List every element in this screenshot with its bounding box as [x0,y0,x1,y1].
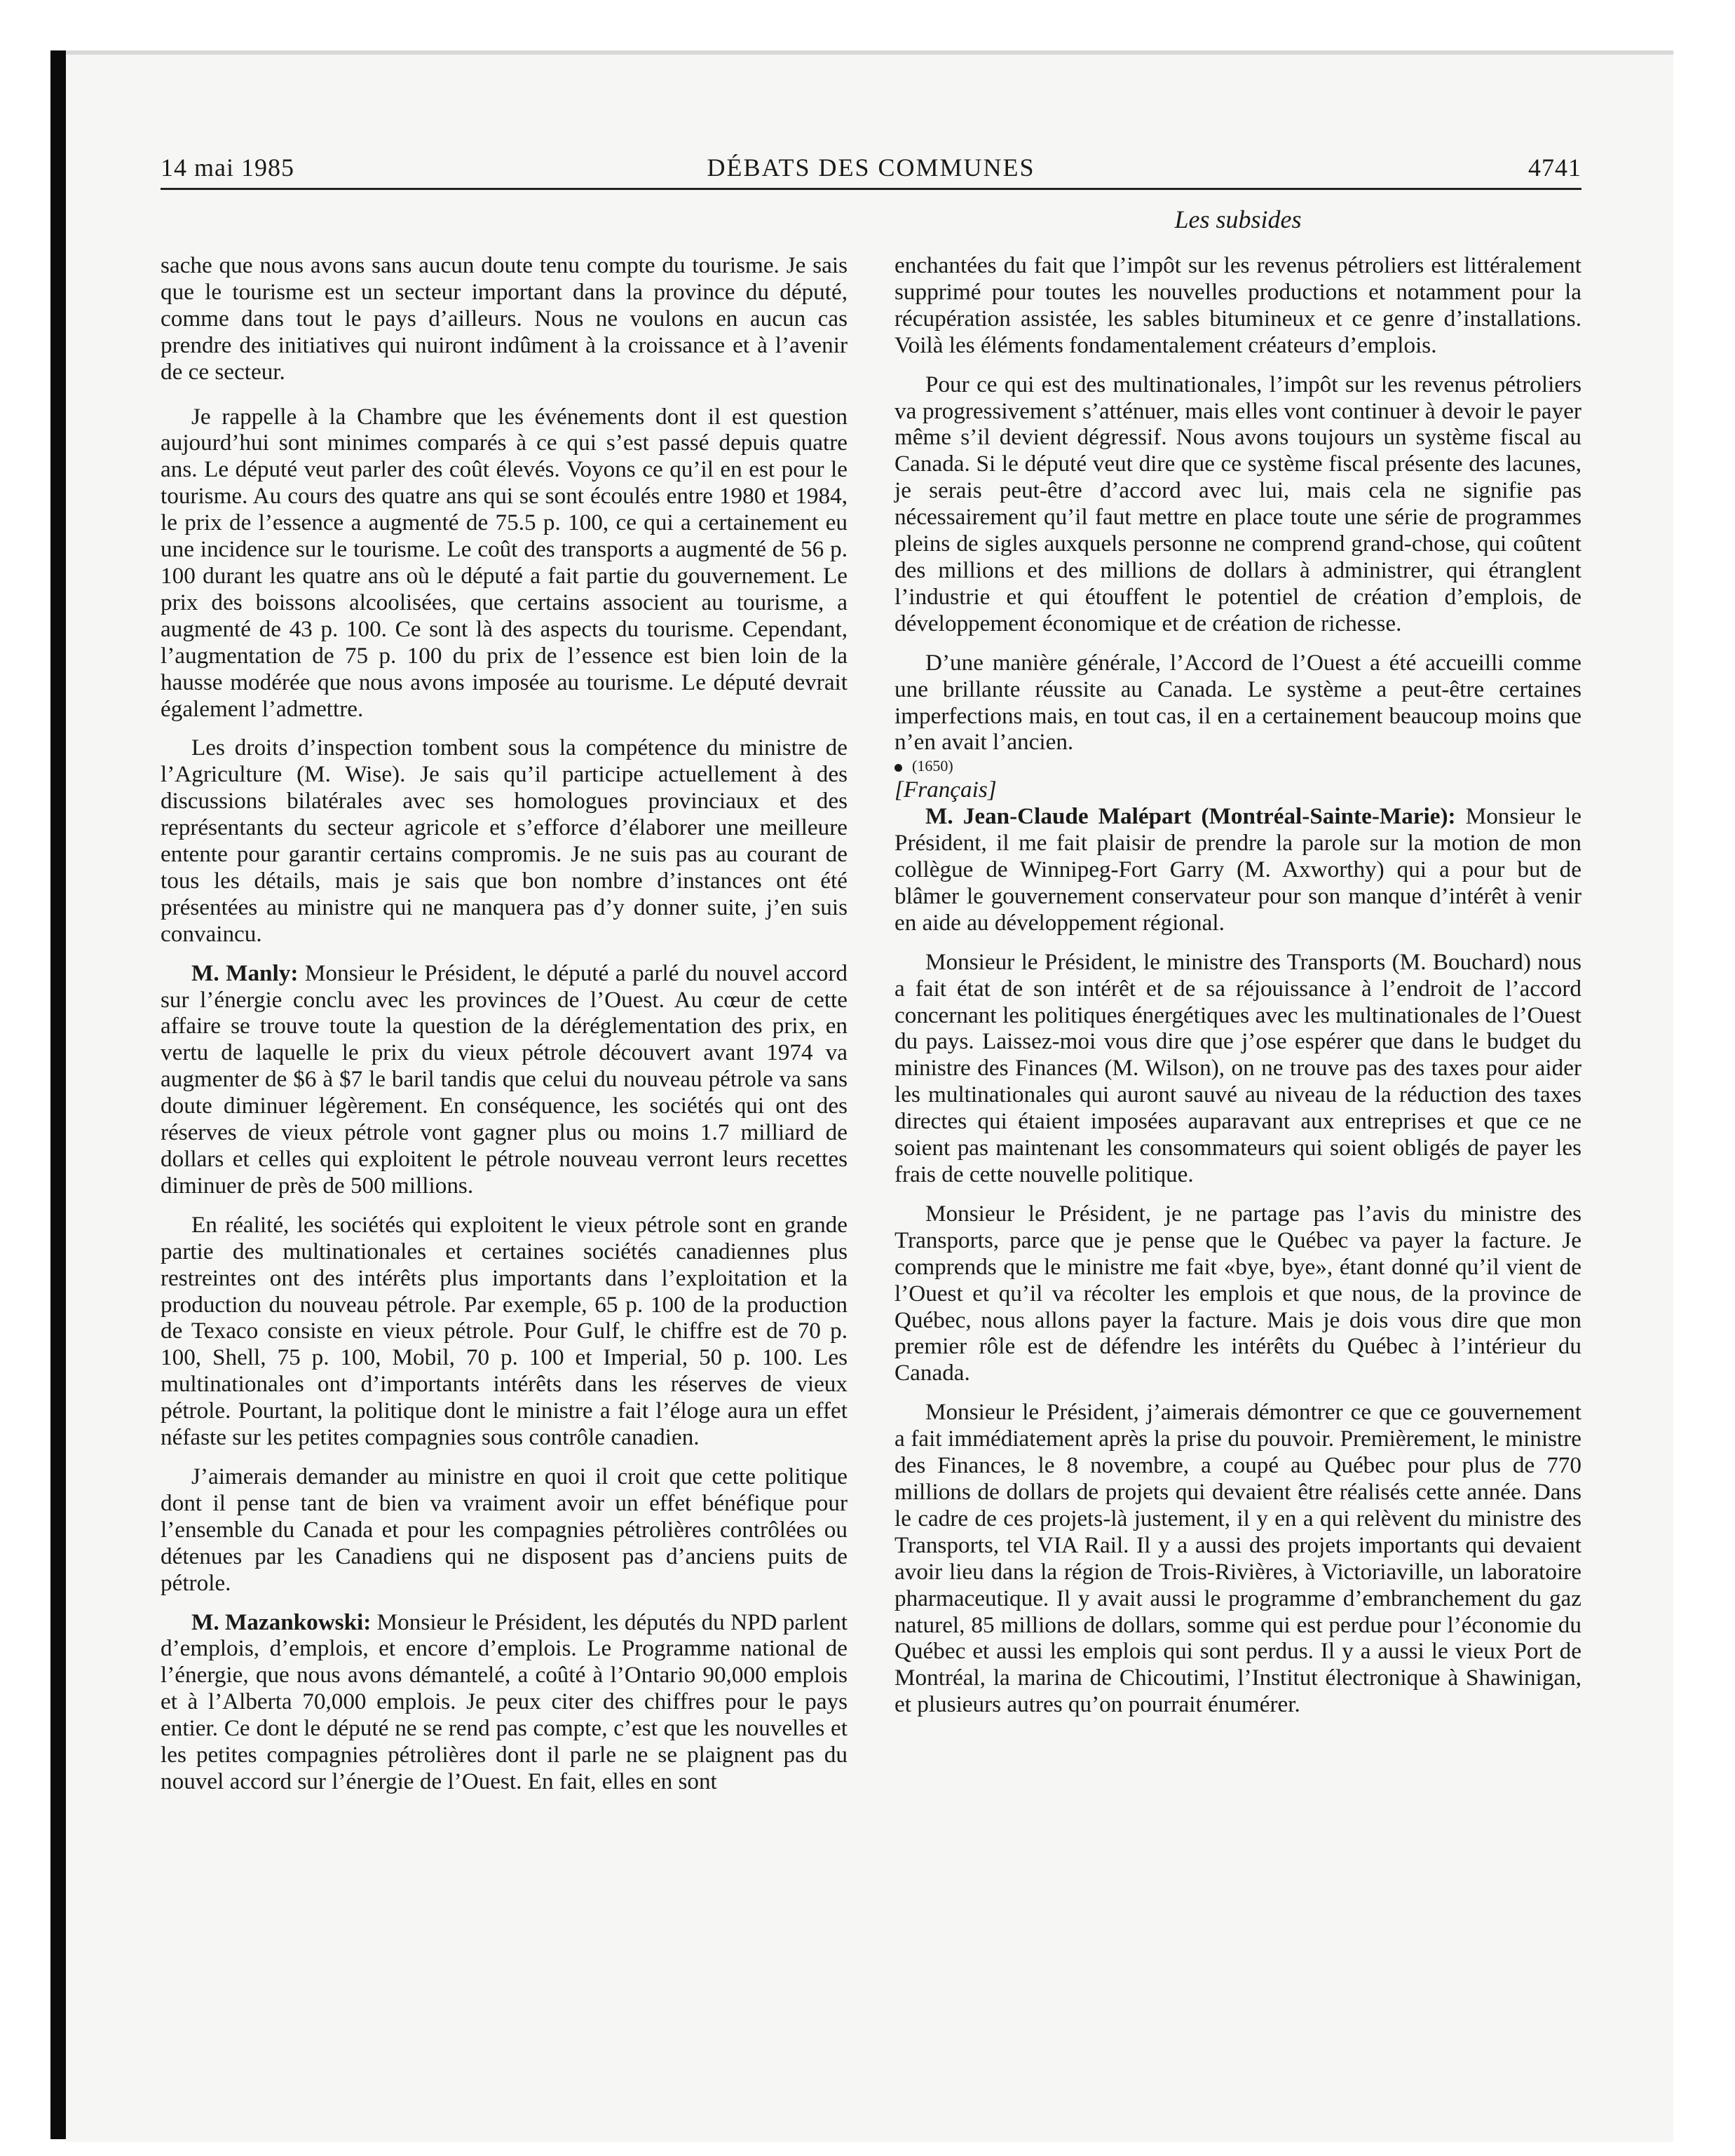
bullet-icon [894,764,902,772]
running-header [161,153,1581,184]
paragraph: Monsieur le Président, je ne partage pas l’avis du ministre des Transports, parce que je pense que le Québec va payer la facture. Je comprends que le ministre me fait «bye, bye», étant donné qu’il vient de l’Ouest et qu’il va récolter les emplois et que nous, de la province de Québec, nous allons payer la facture. Mais je dois vous dire que mon premier rôle est de défendre les intérêts du Québec à l’intérieur du Canada. [894,1200,1581,1386]
paragraph: Les droits d’inspection tombent sous la compétence du ministre de l’Agriculture (M. Wise). Je sais qu’il participe actuellement à des discussions bilatérales avec ses homologues provinciaux et des représentants du secteur agricole et s’efforce d’élaborer une meilleure entente pour garantir certains compromis. Je ne suis pas au courant de tous les détails, mais je sais que bon nombre d’instances ont été présentées au ministre qui ne manquera pas d’y donner suite, j’en suis convaincu. [161,735,848,947]
speaker-name: M. Mazankowski: [191,1609,372,1635]
paragraph: D’une manière générale, l’Accord de l’Ouest a été accueilli comme une brillante réussite au Canada. Le système a peut-être certaines imperfections mais, en tout cas, il en a certainement beaucoup moins que n’en avait l’ancien. [894,649,1581,756]
paragraph: sache que nous avons sans aucun doute tenu compte du tourisme. Je sais que le tourisme est un secteur important dans la province du député, comme dans tout le pays d’ailleurs. Nous ne voulons en aucun cas prendre des initiatives qui nuiront indûment à la croissance et à l’avenir de ce secteur. [161,252,848,385]
paragraph: En réalité, les sociétés qui exploitent le vieux pétrole sont en grande partie des multinationales et certaines sociétés canadiennes plus restreintes ont des intérêts plus importants dans l’exploitation et la production du nouveau pétrole. Par exemple, 65 p. 100 de la production de Texaco consiste en vieux pétrole. Pour Gulf, le chiffre est de 70 p. 100, Shell, 75 p. 100, Mobil, 70 p. 100 et Imperial, 50 p. 100. Les multinationales ont d’importants intérêts dans les réserves de vieux pétrole. Pourtant, la politique dont le ministre a fait l’éloge aura un effet néfaste sur les petites compagnies sous contrôle canadien. [161,1211,848,1451]
header-date: 14 mai 1985 [161,153,294,182]
paragraph: enchantées du fait que l’impôt sur les revenus pétroliers est littéralement supprimé pour toutes les nouvelles productions et notamment pour la récupération assistée, les sables bitumineux et ce genre d’installations. Voilà les éléments fondamentalement créateurs d’emplois. [894,252,1581,358]
language-label: [Français] [894,777,997,803]
speech-text: Monsieur le Président, le député a parlé du nouvel accord sur l’énergie conclu avec les provinces de l’Ouest. Au cœur de cette affaire se trouve toute la question de la déréglementation des prix, en vertu de laquelle le prix du vieux pétrole découvert avant 1974 va augmenter de $6 à $7 le baril tandis que celui du nouveau pétrole va sans doute diminuer légèrement. En conséquence, les sociétés qui ont des réserves de vieux pétrole vont gagner plus ou moins 1.7 milliard de dollars et celles qui exploitent le pétrole nouveau verront leurs recettes diminuer de près de 500 millions. [161,960,848,1199]
right-column [894,252,1581,1718]
page-number: 4741 [1528,153,1581,182]
header-title: DÉBATS DES COMMUNES [707,153,1035,182]
paragraph: Pour ce qui est des multinationales, l’impôt sur les revenus pétroliers va progressivement s’atténuer, mais elles vont continuer à devoir le payer même s’il devient dégressif. Nous avons toujours un système fiscal au Canada. Si le député veut dire que ce système fiscal présente des lacunes, je serais peut-être d’accord avec lui, mais cela ne signifie pas nécessairement qu’il faut mettre en place toute une série de programmes pleins de sigles auxquels personne ne comprend grand-chose, qui coûtent des millions et des millions de dollars à administrer, qui étranglent l’industrie et qui étouffent le potentiel de création d’emplois, de développement économique et de création de richesse. [894,371,1581,636]
paragraph: Monsieur le Président, j’aimerais démontrer ce que ce gouvernement a fait immédiatement après la prise du pouvoir. Premièrement, le ministre des Finances, le 8 novembre, a coupé au Québec pour plus de 770 millions de dollars de projets qui devaient être réalisés cette année. Dans le cadre de ces projets-là justement, il y en a qui relèvent du ministre des Transports, tel VIA Rail. Il y a aussi des projets importants qui devaient avoir lieu dans la région de Trois-Rivières, à Victoriaville, un laboratoire pharmaceutique. Il y avait aussi le programme d’embranchement du gaz naturel, 85 millions de dollars, somme qui est perdue pour l’économie du Québec et aussi les emplois qui sont perdus. Il y a aussi le vieux Port de Montréal, la marina de Chicoutimi, l’Institut électronique à Shawinigan, et plusieurs autres qu’on pourrait énumérer. [894,1399,1581,1718]
language-marker [894,777,1581,803]
speech-malepart [894,803,1581,936]
section-heading: Les subsides [1174,205,1302,233]
timestamp-text: (1650) [912,757,953,775]
header-rule [161,188,1581,190]
speech-manly [161,960,848,1199]
speaker-name: M. Jean-Claude Malépart (Montréal-Sainte-Marie): [925,803,1456,830]
speech-text: Monsieur le Président, les députés du NPD parlent d’emplois, d’emplois, et encore d’emplois. Le Programme national de l’énergie, que nous avons démantelé, a coûté à l’Ontario 90,000 emplois et à l’Alberta 70,000 emplois. Je peux citer des chiffres pour le pays entier. Ce dont le député ne se rend pas compte, c’est que les nouvelles et les petites compagnies pétrolières dont il parle ne se plaignent pas du nouvel accord sur l’énergie de l’Ouest. En fait, elles en sont [161,1609,848,1794]
scan-edge-bar [50,50,66,2139]
timestamp-marker [894,756,1581,777]
speech-text: Monsieur le Président, il me fait plaisir de prendre la parole sur la motion de mon collègue de Winnipeg-Fort Garry (M. Axworthy) qui a pour but de blâmer le gouvernement conservateur pour son manque d’intérêt à venir en aide au développement régional. [894,803,1581,936]
left-column [161,252,848,1795]
speaker-name: M. Manly: [191,960,299,986]
paragraph: Je rappelle à la Chambre que les événements dont il est question aujourd’hui sont minimes comparés à ce qui s’est passé depuis quatre ans. Le député veut parler des coût élevés. Voyons ce qu’il en est pour le tourisme. Au cours des quatre ans qui se sont écoulés entre 1980 et 1984, le prix de l’essence a augmenté de 75.5 p. 100, ce qui a certainement eu une incidence sur le tourisme. Le coût des transports a augmenté de 56 p. 100 durant les quatre ans où le député a fait partie du gouvernement. Le prix des boissons alcoolisées, que certains associent au tourisme, a augmenté de 43 p. 100. Ce sont là des aspects du tourisme. Cependant, l’augmentation de 75 p. 100 du prix de l’essence est bien loin de la hausse modérée que nous avons imposée au tourisme. Le député devrait également l’admettre. [161,403,848,722]
speech-mazankowski [161,1609,848,1795]
paragraph: Monsieur le Président, le ministre des Transports (M. Bouchard) nous a fait état de son intérêt et de sa réjouissance à l’endroit de l’accord concernant les politiques énergétiques avec les multinationales de l’Ouest du pays. Laissez-moi vous dire que j’ose espérer que dans le budget du ministre des Finances (M. Wilson), on ne trouve pas des taxes pour aider les multinationales qui auront sauvé au niveau de la réduction des taxes directes qui étaient imposées auparavant aux entreprises et que ce ne soient pas maintenant les consommateurs qui soient obligés de payer les frais de cette nouvelle politique. [894,948,1581,1187]
paragraph: J’aimerais demander au ministre en quoi il croit que cette politique dont il pense tant de bien va vraiment avoir un effet bénéfique pour l’ensemble du Canada et pour les compagnies pétrolières contrôlées ou détenues par les Canadiens qui ne disposent pas d’anciens puits de pétrole. [161,1463,848,1596]
